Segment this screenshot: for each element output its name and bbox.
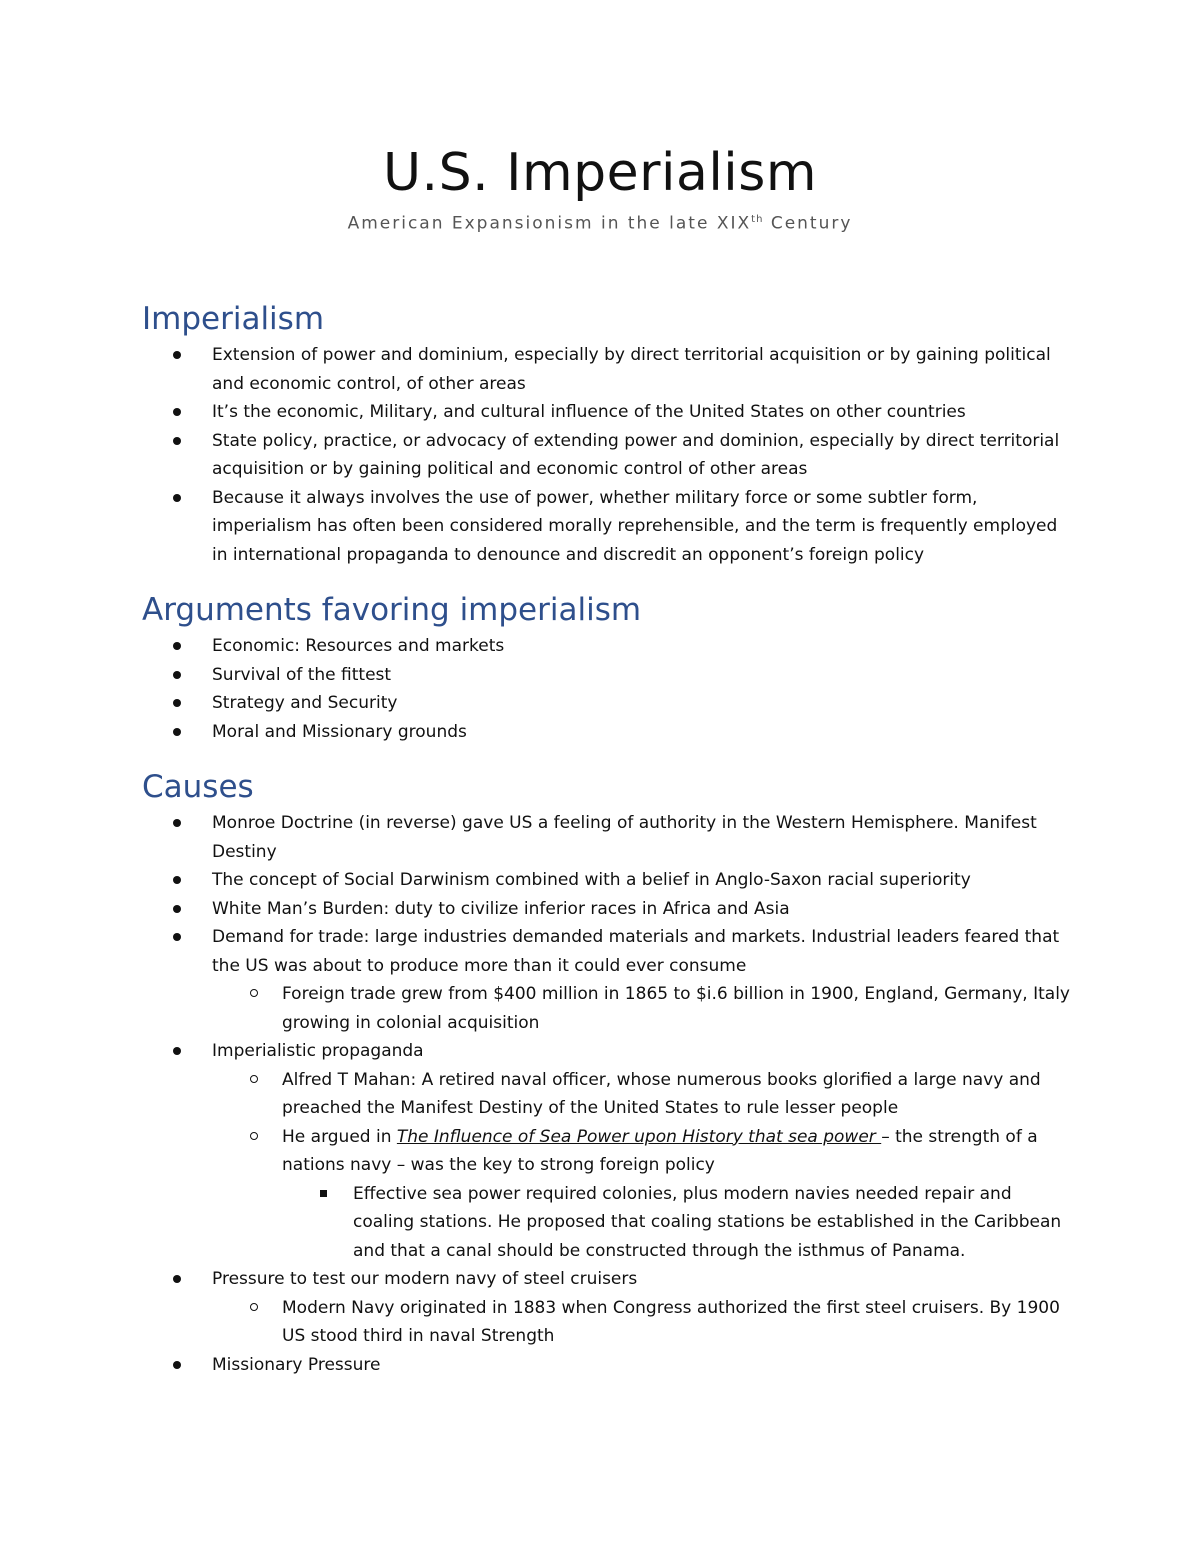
subtitle-main: American Expansionism in the late XIX xyxy=(347,213,752,234)
list-item xyxy=(142,1351,1072,1380)
list-item xyxy=(142,1265,1072,1294)
list-item-text: Survival of the fittest xyxy=(212,664,392,685)
list-item xyxy=(142,980,1072,1037)
list-item-text: Extension of power and dominium, especially by direct territorial acquisition or by gaining political and economic control, of other areas xyxy=(212,345,1051,394)
bullet-icon xyxy=(173,671,181,679)
list-item xyxy=(142,427,1072,484)
list-item-text: Foreign trade grew from $400 million in 1865 to $i.6 billion in 1900, England, Germany, Italy growing in colonial acquisition xyxy=(282,984,1070,1033)
bullet-icon xyxy=(173,351,181,359)
list-item-text: – the strength of a nations navy – was the key to strong foreign policy xyxy=(282,1126,1038,1175)
list-item-text: The concept of Social Darwinism combined with a belief in Anglo-Saxon racial superiority xyxy=(212,870,971,890)
bullet-icon xyxy=(173,494,181,502)
list-item-text: Demand for trade: large industries demanded materials and markets. Industrial leaders feared that the US was about to produce more than it could ever consume xyxy=(212,927,1060,976)
heading-causes: Causes xyxy=(142,769,254,805)
subtitle-superscript: th xyxy=(751,214,764,225)
list-item xyxy=(142,689,1072,718)
list-item xyxy=(142,484,1072,570)
circle-bullet-icon xyxy=(250,1075,258,1083)
list-item-text: Pressure to test our modern navy of steel cruisers xyxy=(212,1269,638,1289)
heading-imperialism: Imperialism xyxy=(142,301,325,337)
list-item-text: Economic: Resources and markets xyxy=(212,636,505,656)
bullet-icon xyxy=(173,699,181,707)
list-item xyxy=(142,341,1072,398)
arguments-list xyxy=(142,632,1072,746)
circle-bullet-icon xyxy=(250,989,258,997)
document-subtitle xyxy=(0,206,1200,238)
list-item-text: Effective sea power required colonies, plus modern navies needed repair and coaling stations. He proposed that coaling stations be established in the Caribbean and that a canal should be constructed through the isthmus of Panama. xyxy=(353,1183,1062,1261)
bullet-icon xyxy=(173,933,181,941)
bullet-icon xyxy=(173,1047,181,1055)
list-item xyxy=(142,1037,1072,1066)
list-item xyxy=(142,1180,1072,1266)
square-bullet-icon xyxy=(320,1190,327,1197)
list-item-text: It’s the economic, Military, and cultural influence of the United States on other countries xyxy=(212,402,966,422)
list-item-text: White Man’s Burden: duty to civilize inferior races in Africa and Asia xyxy=(212,898,790,919)
list-item xyxy=(142,1294,1072,1351)
list-item xyxy=(142,718,1072,747)
list-item xyxy=(142,923,1072,980)
bullet-icon xyxy=(173,819,181,827)
list-item xyxy=(142,661,1072,690)
list-item-text: State policy, practice, or advocacy of extending power and dominion, especially by direct territorial acquisition or by gaining political and economic control of other areas xyxy=(212,430,1060,479)
list-item-text: He argued in xyxy=(282,1126,397,1147)
list-item xyxy=(142,632,1072,661)
bullet-icon xyxy=(173,905,181,913)
bullet-icon xyxy=(173,437,181,445)
circle-bullet-icon xyxy=(250,1303,258,1311)
list-item xyxy=(142,398,1072,427)
list-item xyxy=(142,866,1072,895)
book-title: The Influence of Sea Power upon History that sea power xyxy=(396,1126,882,1147)
list-item-text: Monroe Doctrine (in reverse) gave US a feeling of authority in the Western Hemisphere. Manifest Destiny xyxy=(212,813,1037,862)
list-item-text: Missionary Pressure xyxy=(212,1354,381,1375)
list-item-text: Alfred T Mahan: A retired naval officer, whose numerous books glorified a large navy and preached the Manifest Destiny of the United States to rule lesser people xyxy=(282,1069,1041,1118)
bullet-icon xyxy=(173,1361,181,1369)
list-item xyxy=(142,1123,1072,1180)
list-item-text: Strategy and Security xyxy=(212,693,398,713)
circle-bullet-icon xyxy=(250,1132,258,1140)
causes-list xyxy=(142,809,1072,1379)
list-item-text: Because it always involves the use of power, whether military force or some subtler form, imperialism has often been considered morally reprehensible, and the term is frequently employed in international propaganda to denounce and discredit an opponent’s foreign policy xyxy=(212,487,1058,565)
document-title: U.S. Imperialism xyxy=(383,143,817,203)
list-item-text: Modern Navy originated in 1883 when Congress authorized the first steel cruisers. By 1900 US stood third in naval Strength xyxy=(282,1297,1060,1346)
list-item xyxy=(142,895,1072,924)
list-item xyxy=(142,1066,1072,1123)
bullet-icon xyxy=(173,728,181,736)
subtitle-end: Century xyxy=(763,213,853,234)
heading-arguments: Arguments favoring imperialism xyxy=(142,592,642,628)
bullet-icon xyxy=(173,1275,181,1283)
imperialism-list xyxy=(142,341,1072,569)
bullet-icon xyxy=(173,642,181,650)
list-item-text: Moral and Missionary grounds xyxy=(212,721,467,742)
list-item-text: Imperialistic propaganda xyxy=(212,1041,424,1061)
bullet-icon xyxy=(173,408,181,416)
bullet-icon xyxy=(173,876,181,884)
list-item xyxy=(142,809,1072,866)
